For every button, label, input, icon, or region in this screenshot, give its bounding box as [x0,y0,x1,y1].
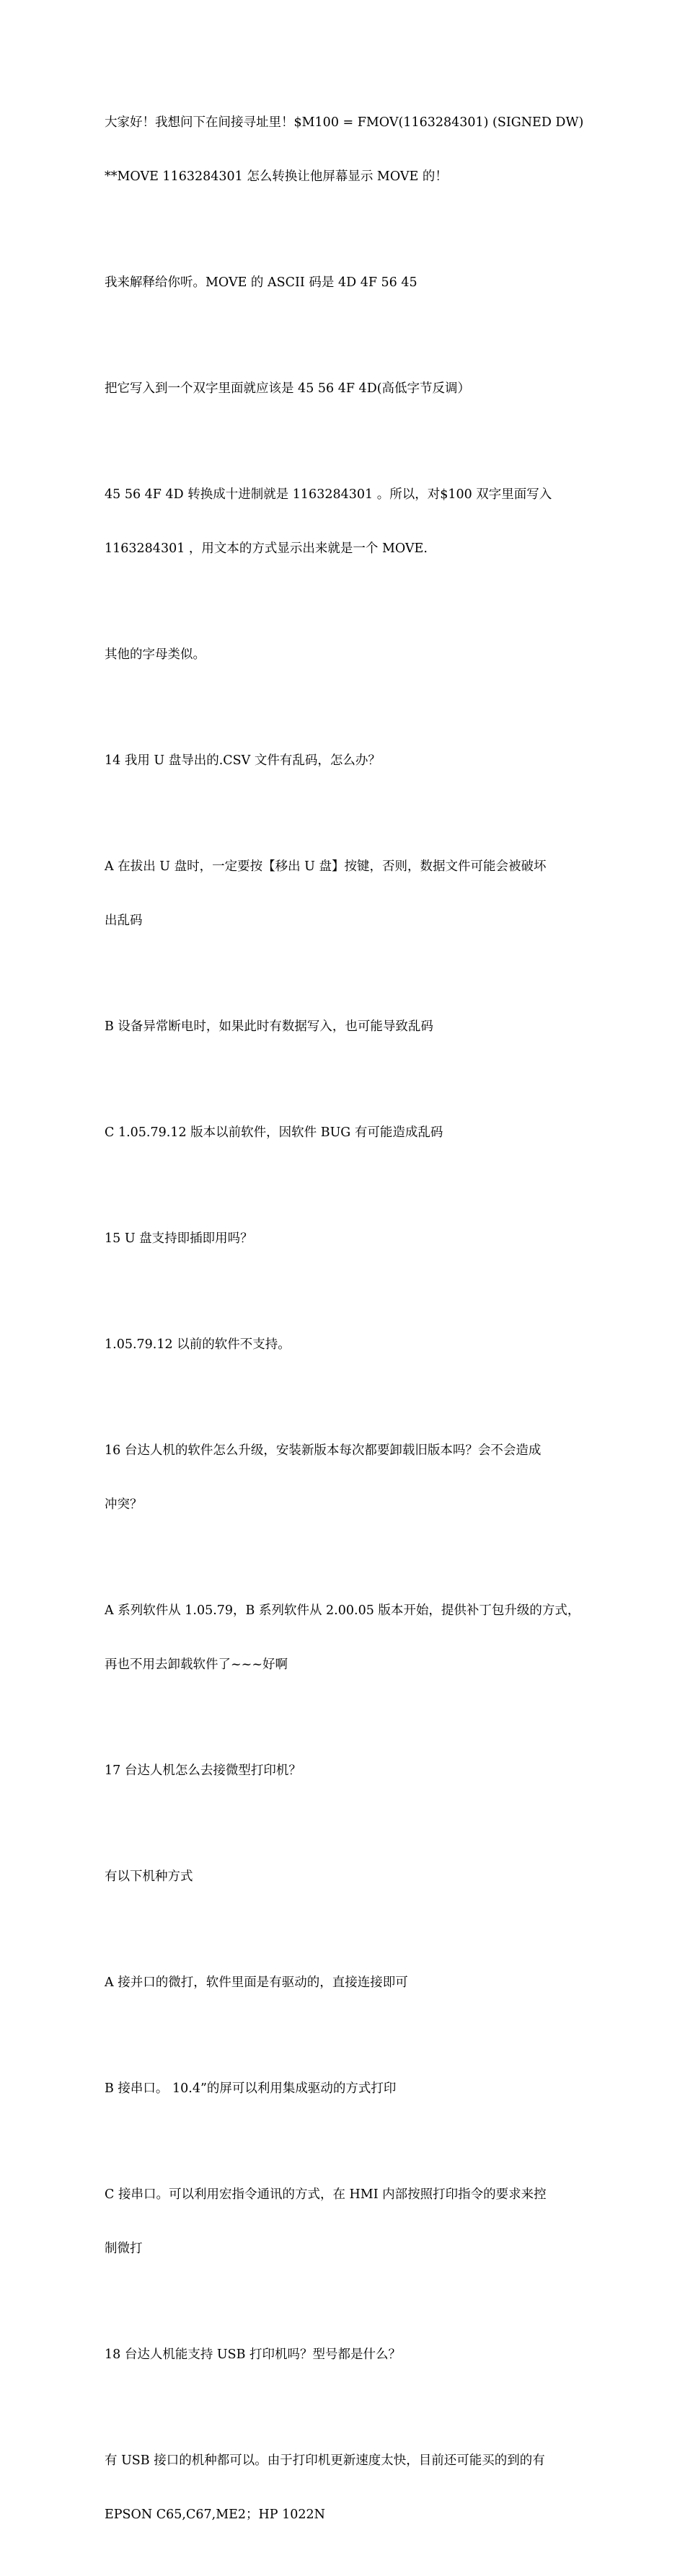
text-line: 制微打 [105,2241,143,2256]
text-line: 14 我用 U 盘导出的.CSV 文件有乱码，怎么办？ [105,753,381,768]
text-line: 有 USB 接口的机种都可以。由于打印机更新速度太快，目前还可能买的到的有 [105,2453,545,2468]
question-18 [105,2310,586,2400]
answer-17-c [105,2150,586,2294]
text-line: 17 台达人机怎么去接微型打印机？ [105,1763,301,1778]
text-line: 有以下机种方式 [105,1869,193,1884]
text-line: C 1.05.79.12 版本以前软件，因软件 BUG 有可能造成乱码 [105,1125,443,1140]
answer-17-intro [105,1832,586,1922]
text-line: 把它写入到一个双字里面就应该是 45 56 4F 4D(高低字节反调） [105,381,471,396]
answer-17-b [105,2044,586,2134]
answer-18 [105,2416,586,2560]
answer-17-a [105,1938,586,2028]
paragraph-ascii-explanation [105,238,586,328]
text-line: B 接串口。 10.4”的屏可以利用集成驱动的方式打印 [105,2081,397,2096]
text-line: 其他的字母类似。 [105,647,206,662]
answer-16 [105,1566,586,1710]
text-line: B 设备异常断电时，如果此时有数据写入，也可能导致乱码 [105,1019,433,1034]
text-line: 18 台达人机能支持 USB 打印机吗？型号都是什么？ [105,2347,402,2362]
paragraph-decimal-conversion [105,450,586,594]
question-14 [105,716,586,806]
text-line: 冲突？ [105,1497,143,1512]
text-line: C 接串口。可以利用宏指令通讯的方式，在 HMI 内部按照打印指令的要求来控 [105,2187,547,2202]
text-line: 出乱码 [105,913,143,928]
document-body [105,78,586,2576]
question-15 [105,1194,586,1284]
text-line: A 在拔出 U 盘时，一定要按【移出 U 盘】按键，否则，数据文件可能会被破坏 [105,859,547,874]
question-17 [105,1726,586,1816]
question-16 [105,1406,586,1550]
text-line: A 接并口的微打，软件里面是有驱动的，直接连接即可 [105,1975,408,1990]
text-line: **MOVE 1163284301 怎么转换让他屏幕显示 MOVE 的！ [105,169,448,184]
text-line: A 系列软件从 1.05.79，B 系列软件从 2.00.05 版本开始，提供补丁包升级的方式， [105,1603,580,1618]
text-line: 再也不用去卸载软件了~~~好啊 [105,1657,288,1672]
text-line: 45 56 4F 4D 转换成十进制就是 1163284301 。所以，对$100 双字里面写入 [105,487,552,502]
text-line: 16 台达人机的软件怎么升级，安装新版本每次都要卸载旧版本吗？会不会造成 [105,1443,542,1458]
answer-15 [105,1300,586,1390]
text-line: 1.05.79.12 以前的软件不支持。 [105,1337,291,1352]
paragraph-intro-question [105,78,586,222]
answer-14-b [105,982,586,1072]
paragraph-byte-order [105,344,586,434]
answer-14-a [105,822,586,966]
text-line: 15 U 盘支持即插即用吗？ [105,1231,253,1246]
text-line: 我来解释给你听。MOVE 的 ASCII 码是 4D 4F 56 45 [105,275,417,290]
text-line: 1163284301 ，用文本的方式显示出来就是一个 MOVE. [105,541,428,556]
text-line: 大家好！我想问下在间接寻址里！$M100 = FMOV(1163284301) (SIGNED DW) [105,115,584,130]
text-line: EPSON C65,C67,ME2；HP 1022N [105,2508,325,2522]
paragraph-other-letters [105,610,586,700]
answer-14-c [105,1088,586,1178]
